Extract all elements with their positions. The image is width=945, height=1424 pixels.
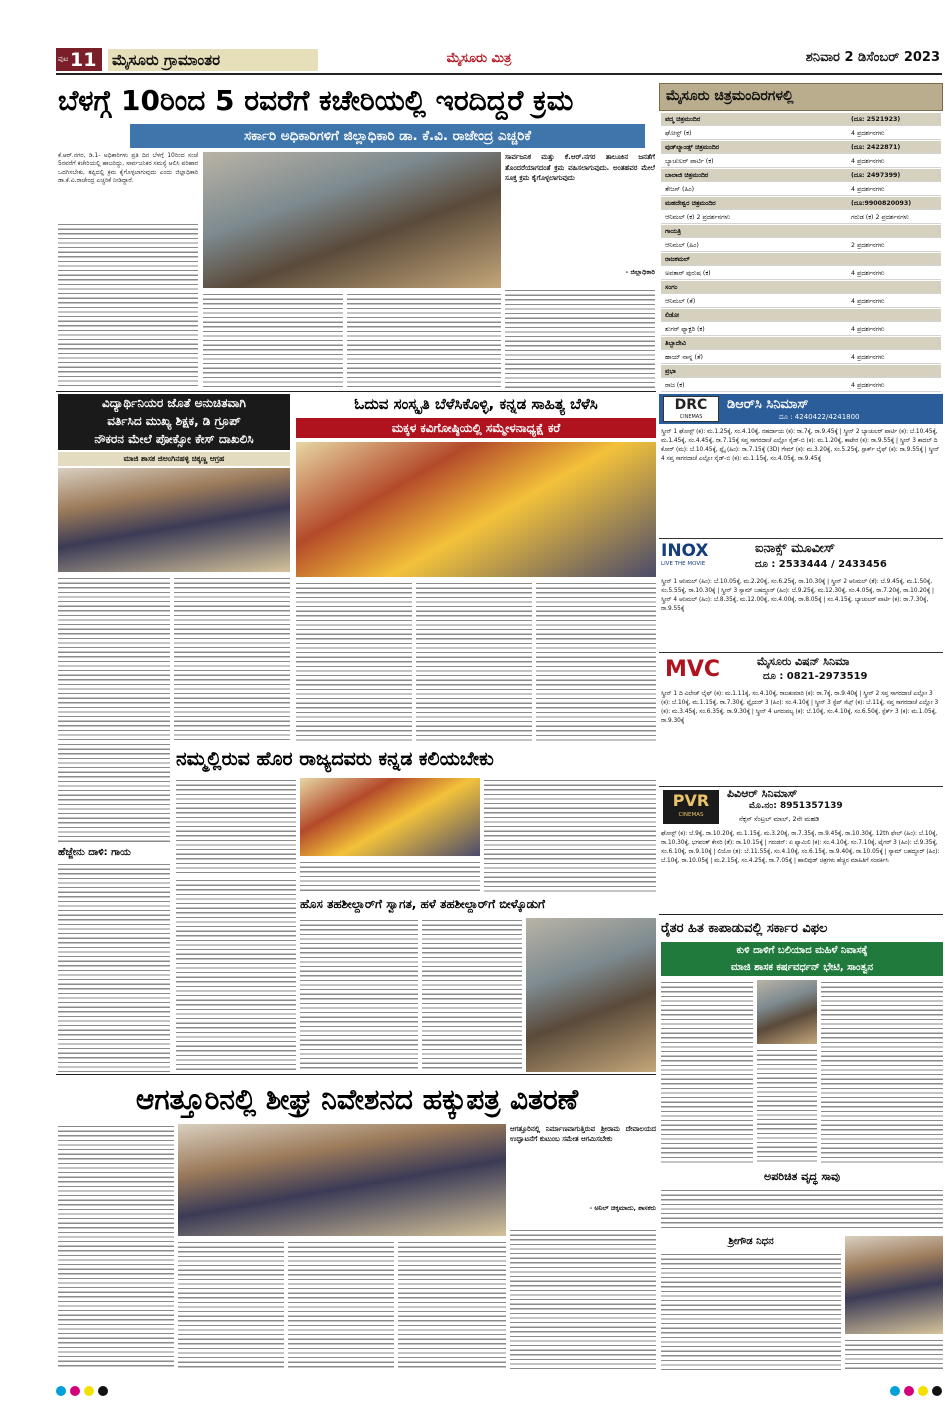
inox-title: ಐನಾಕ್ಸ್ ಮೂವೀಸ್ xyxy=(755,541,835,556)
cinema-row-detail: (ದೂ: 2521923) xyxy=(851,116,901,123)
cinema-row-label: ಮಹದೇಶ್ವರ ಚಿತ್ರಮಂದಿರ xyxy=(665,200,716,207)
print-mark-magenta xyxy=(70,1386,80,1396)
cinema-row-label: ಲಿಡೋ xyxy=(665,312,680,319)
cinema-row-detail: 4 ಪ್ರದರ್ಶನಗಳು xyxy=(851,382,885,389)
cinema-theatre-row xyxy=(661,337,941,350)
cinema-row-label: ಶುಗರ್ ಫ್ಯಾಕ್ಟರಿ (ಕ) xyxy=(665,326,705,333)
story2-col1-body xyxy=(58,576,170,740)
print-mark-magenta-right xyxy=(904,1386,914,1396)
cinema-theatre-row xyxy=(661,169,941,182)
story7-quote: ಆಗತ್ತೂರಿನಲ್ಲಿ ನಿರ್ಮಾಣವಾಗುತ್ತಿರುವ ಶ್ರೀರಾಮ ದೇವಾಲಯದ ಉದ್ಘಾಟನೆಗೆ ಕುಟುಂಬ ಸಮೇತ ಆಗಮಿಸಬೇಕು xyxy=(510,1125,656,1143)
story8-subhead-box xyxy=(661,942,943,976)
pvr-listing: ಘೋಸ್ಟ್ (ಕ): ಬೆ.9ಕ್ಕೆ, ರಾ.10.20ಕ್ಕೆ, ಮ.1.15ಕ್ಕೆ, ಮ.3.20ಕ್ಕೆ, ರಾ.7.35ಕ್ಕೆ, ರಾ.9.45ಕ್ಕೆ, ರಾ.10.30ಕ್ಕೆ, 12th ಫೇಲ್ (ಹಿಂ): ಬೆ.10ಕ್ಕೆ, ರಾ.10.30ಕ್ಕೆ, ಭಗವಂತ್ ಕೇಸರಿ (ತೆ): ರಾ.10.15ಕ್ಕೆ | ಗರುಡನ್: ಏ ಫ್ಯಾಮಿಲಿ (ಕ): ಸಂ.4.10ಕ್ಕೆ, ಸಂ.7.10ಕ್ಕೆ, ಟೈಗರ್ 3 (ಹಿಂ): ಬೆ.9.35ಕ್ಕೆ, ಸಂ.6.10ಕ್ಕೆ, ರಾ.9.10ಕ್ಕೆ | ಲಿಯೋ (ತ): ಬೆ.11.55ಕ್ಕೆ, ಸಂ.4.10ಕ್ಕೆ, ಸಂ.6.15ಕ್ಕೆ, ರಾ.9.40ಕ್ಕೆ, ರಾ.10.05ಕ್ಕೆ | ಸ್ಯಾಮ್ ಬಹದ್ದೂರ್ (ಹಿಂ): ಬೆ.10ಕ್ಕೆ, ರಾ.10.05ಕ್ಕೆ | ಮ.2.15ಕ್ಕೆ, ಸಂ.4.25ಕ್ಕೆ, ರಾ.7.05ಕ್ಕೆ | ಹಾಲಿವುಡ್ ಚಿತ್ರಗಳು ಹೆಚ್ಚಿನ ಮಾಹಿತಿಗೆ ಸಂಪರ್ಕಿಸಿ xyxy=(661,831,940,864)
story9-headline: ಅಪರಿಚಿತ ವೃದ್ಧ ಸಾವು xyxy=(763,1170,841,1183)
story4-col2-body xyxy=(300,860,480,892)
cinema-row-label: ಬ್ಯಾಚುಲರ್ ಪಾರ್ಟಿ (ಕ) xyxy=(665,158,714,165)
story3-subhead: ಮಕ್ಕಳ ಕವಿಗೋಷ್ಠಿಯಲ್ಲಿ ಸಮ್ಮೇಳನಾಧ್ಯಕ್ಷೆ ಕರೆ xyxy=(296,418,656,438)
header-rule xyxy=(56,73,942,75)
story4-headline: ನಮ್ಮಲ್ಲಿರುವ ಹೊರ ರಾಜ್ಯದವರು ಕನ್ನಡ ಕಲಿಯಬೇಕು xyxy=(176,748,494,770)
cinema-row-label: ಸಂಗಂ xyxy=(665,284,678,291)
cinema-row-label: ಬಾಲಾಜಿ ಚಿತ್ರಮಂದಿರ xyxy=(665,172,709,179)
cinema-row-detail: 4 ಪ್ರದರ್ಶನಗಳು xyxy=(851,326,885,333)
print-mark-cyan-right xyxy=(890,1386,900,1396)
cinema-row-detail: (ದೂ: 2497399) xyxy=(851,172,901,179)
cinema-row-detail: 2 ಪ್ರದರ್ಶನಗಳು xyxy=(851,242,885,249)
cinema-row-label: ತೇಜಸ್ (ಹಿಂ) xyxy=(665,186,695,193)
print-mark-cyan xyxy=(56,1386,66,1396)
drc-header xyxy=(659,394,943,424)
page-number: 11 xyxy=(70,49,97,71)
story6-headline: ಹೊಸ ತಹಶೀಲ್ದಾರ್‌ಗೆ ಸ್ವಾಗತ, ಹಳೆ ತಹಶೀಲ್ದಾರ್‌ಗೆ ಬೀಳ್ಕೊಡುಗೆ xyxy=(300,897,545,911)
cinema-row-detail: (ದೂ: 2422871) xyxy=(851,144,901,151)
pvr-phone: ಮೊ.ನಂ: 8951357139 xyxy=(749,801,843,811)
story2-kicker: ಮಾಜಿ ಶಾಸಕ ಜಿಅಂಗಿನಹಳ್ಳಿ ಚಿಕ್ಕಣ್ಣ ಆಗ್ರಹ xyxy=(58,452,290,466)
story2-col2-body xyxy=(174,576,290,740)
story2-continued-body xyxy=(58,742,170,842)
story4-photo xyxy=(300,778,480,856)
cinema-row-label: ಪ್ರಭಾ xyxy=(665,368,676,375)
cinema-film-row xyxy=(661,127,941,140)
story1-photo xyxy=(203,152,501,288)
inox-logo-text: INOX xyxy=(661,541,709,561)
story1-quote-box xyxy=(505,152,655,285)
inox-phone: ದೂ : 2533444 / 2433456 xyxy=(755,559,887,570)
story8-subhead-2: ಮಾಜಿ ಶಾಸಕ ಕರ್ಷವರ್ಧನ್ ಭೇಟಿ, ಸಾಂತ್ವನ xyxy=(730,962,874,973)
cinema-film-row xyxy=(661,351,941,364)
cinema-row-detail: 4 ಪ್ರದರ್ಶನಗಳು xyxy=(851,158,885,165)
pvr-title: ಪಿವಿಆರ್ ಸಿನಿಮಾಸ್ xyxy=(727,787,798,800)
story7-col5-body xyxy=(510,1228,656,1370)
drc-logo-sub: CINEMAS xyxy=(679,414,703,420)
story10-photo xyxy=(845,1236,943,1334)
story8-col1-body xyxy=(661,980,753,1164)
page-number-box xyxy=(56,48,102,71)
cinema-row-label: ಆನಿಮಲ್ (ತೆ) xyxy=(665,298,696,305)
story1-col4-body xyxy=(505,288,655,388)
story7-quote-box xyxy=(510,1124,656,1224)
story1-col2-body xyxy=(203,292,343,388)
drc-phone: ದೂ : 4240422/4241800 xyxy=(779,413,860,421)
cinema-row-detail: ಗರುಡ (ಕ) 2 ಪ್ರದರ್ಶನಗಳು xyxy=(851,214,909,221)
cinema-theatre-row xyxy=(661,141,941,154)
cinema-row-label: ಆನಿಮಲ್ (ಹಿಂ) xyxy=(665,242,699,249)
cinema-film-row xyxy=(661,155,941,168)
cinema-row-detail: 4 ಪ್ರದರ್ಶನಗಳು xyxy=(851,298,885,305)
inox-listing: ಸ್ಕ್ರೀನ್ 1 ಆನಿಮಲ್ (ಹಿಂ): ಬೆ.10.05ಕ್ಕೆ, ಮ.2.20ಕ್ಕೆ, ಸಂ.6.25ಕ್ಕೆ, ರಾ.10.30ಕ್ಕೆ | ಸ್ಕ್ರೀನ್ 2 ಆನಿಮಲ್ (ತೆ): ಬೆ.9.45ಕ್ಕೆ, ಮ.1.50ಕ್ಕೆ, ಸಂ.5.55ಕ್ಕೆ, ರಾ.10.30ಕ್ಕೆ | ಸ್ಕ್ರೀನ್ 3 ಸ್ಯಾಮ್ ಬಹದ್ದೂರ್ (ಹಿಂ): ಬೆ.9.25ಕ್ಕೆ, ಮ.12.30ಕ್ಕೆ, ಸಂ.4.05ಕ್ಕೆ, ರಾ.7.20ಕ್ಕೆ, ರಾ.10.20ಕ್ಕೆ | ಸ್ಕ್ರೀನ್ 4 ಆನಿಮಲ್ (ಹಿಂ): ಬೆ.8.35ಕ್ಕೆ, ಮ.12.00ಕ್ಕೆ, ಸಂ.4.00ಕ್ಕೆ, ರಾ.8.05ಕ್ಕೆ | ಸಂ.4.15ಕ್ಕೆ, ಬ್ಯಾಚುಲರ್ ಪಾರ್ಟಿ (ಕ): ರಾ.7.30ಕ್ಕೆ, ರಾ.9.55ಕ್ಕೆ xyxy=(661,579,934,612)
drc-logo xyxy=(663,396,719,422)
cinema-film-row xyxy=(661,295,941,308)
cinema-guide-title xyxy=(659,83,943,111)
print-mark-black-right xyxy=(932,1386,942,1396)
story2-headline-box xyxy=(58,394,290,450)
pvr-address: ನೆಕ್ಸಸ್ ಸೆಂಟ್ರಲ್ ಮಾಲ್, 2ನೇ ಮಹಡಿ xyxy=(739,815,820,823)
cinema-theatre-row xyxy=(661,197,941,210)
story1-subhead: ಸರ್ಕಾರಿ ಅಧಿಕಾರಿಗಳಿಗೆ ಜಿಲ್ಲಾಧಿಕಾರಿ ಡಾ. ಕೆ.ವಿ. ರಾಜೇಂದ್ರ ಎಚ್ಚರಿಕೆ xyxy=(130,124,645,148)
story10-body-2 xyxy=(845,1338,943,1370)
story5-headline: ಹೆಜ್ಜೇನು ದಾಳಿ: ಗಾಯ xyxy=(58,847,131,858)
story6-col1-body xyxy=(300,918,418,1072)
cinema-film-row xyxy=(661,211,941,224)
cinema-film-row xyxy=(661,379,941,392)
cinema-theatre-row xyxy=(661,225,941,238)
cinema-row-label: ಗಾಯತ್ರಿ xyxy=(665,228,681,235)
story6-col2-body xyxy=(422,918,522,1072)
story7-col1-body xyxy=(58,1124,174,1370)
cinema-guide-title-text: ಮೈಸೂರು ಚಿತ್ರಮಂದಿರಗಳಲ್ಲಿ xyxy=(666,88,794,104)
story2-headline-3: ನೌಕರನ ಮೇಲೆ ಪೋಕ್ಸೋ ಕೇಸ್ ದಾಖಲಿಸಿ xyxy=(94,432,254,446)
story7-col2-body xyxy=(178,1240,284,1370)
cinema-row-label: ವುಡ್‌ಲ್ಯಾಂಡ್ಸ್ ಚಿತ್ರಮಂದಿರ xyxy=(665,144,720,151)
cinema-theatre-row xyxy=(661,365,941,378)
story5-body xyxy=(58,862,170,1072)
cinema-theatre-row xyxy=(661,253,941,266)
story4-col3-body xyxy=(484,778,656,892)
story1-headline: ಬೆಳಗ್ಗೆ 10ರಿಂದ 5 ರವರೆಗೆ ಕಚೇರಿಯಲ್ಲಿ ಇರದಿದ್ದರೆ ಕ್ರಮ xyxy=(58,84,574,117)
cinema-row-label: ರಾಜಕಮಲ್ xyxy=(665,256,690,263)
cinema-row-detail: 4 ಪ್ರದರ್ಶನಗಳು xyxy=(851,354,885,361)
cinema-row-label: ಅವತಾರ್ ಪುರುಷ (ಕ) xyxy=(665,270,711,277)
story1-lead: ಕೆ.ಆರ್.ನಗರ, ಡಿ.1- ಅಧಿಕಾರಿಗಳು ಪ್ರತಿ ದಿನ ಬೆಳಗ್ಗೆ 10ರಿಂದ ಸಂಜೆ 5ರವರೆಗೆ ಕಚೇರಿಯಲ್ಲಿ ಹಾಜರಿದ್ದು, ಸಾರ್ವಜನಿಕರ ಸಮಸ್ಯೆ ಆಲಿಸಿ ಪರಿಹಾರ ಒದಗಿಸಬೇಕು, ತಪ್ಪಿದಲ್ಲಿ ಕ್ರಮ ಕೈಗೊಳ್ಳಲಾಗುವುದು ಎಂದು ಜಿಲ್ಲಾಧಿಕಾರಿ ಡಾ.ಕೆ.ವಿ.ರಾಜೇಂದ್ರ ಎಚ್ಚರಿಕೆ ನೀಡಿದ್ದಾರೆ. xyxy=(58,152,198,185)
inox-logo-sub: LIVE THE MOVIE xyxy=(661,561,706,567)
story10-headline: ಶ್ರೀಗೌಡ ನಿಧನ xyxy=(728,1236,774,1247)
story9-body xyxy=(661,1188,943,1230)
drc-logo-text: DRC xyxy=(674,397,708,413)
cinema-row-label: ಹಾಯ್ ನಾನ್ನ (ತೆ) xyxy=(665,354,703,361)
drc-listing: ಸ್ಕ್ರೀನ್ 1 ಘೋಸ್ಟ್ (ಕ): ಮ.1.25ಕ್ಕೆ, ಸಂ.4.10ಕ್ಕೆ, ನಹರ್ದಾಯ (ಕ): ರಾ.7ಕ್ಕೆ, ರಾ.9.45ಕ್ಕೆ | ಸ್ಕ್ರೀನ್ 2 ಬ್ಯಾಚುಲರ್ ಪಾರ್ಟಿ (ಕ): ಬೆ.10.45ಕ್ಕೆ, ಮ.1.45ಕ್ಕೆ, ಸಂ.4.45ಕ್ಕೆ, ರಾ.7.15ಕ್ಕೆ ಸಪ್ತ ಸಾಗರದಾಚೆ ಎಲ್ಲೋ ಸೈಡ್-ಬಿ (ಕ): ಮ.1.20ಕ್ಕೆ, ಕಾಟೇರ (ಕ): ರಾ.9.55ಕ್ಕೆ | ಸ್ಕ್ರೀನ್ 3 ಕಾದಲ್ ದಿ ಕೋರ್ (ಮ): ಬೆ.10.45ಕ್ಕೆ, ಫ್ಲೈ (ಹಿಂ): ರಾ.7.15ಕ್ಕೆ (3D) ಗೇಮ್ (ಕ): ಮ.3.20ಕ್ಕೆ, ಸಂ.5.25ಕ್ಕೆ, ಸ್ಪಾರ್ಕ್ ಲೈಫ್ (ಕ): ರಾ.9.55ಕ್ಕೆ | ಸ್ಕ್ರೀನ್ 4 ಸಪ್ತ ಸಾಗರದಾಚೆ ಎಲ್ಲೋ ಸೈಡ್-ಬಿ (ಕ): ಮ.1.15ಕ್ಕೆ, ಸಂ.4.05ಕ್ಕೆ, ರಾ.9.45ಕ್ಕೆ xyxy=(661,429,940,462)
story1-col1-body xyxy=(58,222,198,388)
print-mark-yellow-right xyxy=(918,1386,928,1396)
mvc-phone: ದೂ : 0821-2973519 xyxy=(763,671,868,682)
cinema-row-label: ಪದ್ಮ ಚಿತ್ರಮಂದಿರ xyxy=(665,116,701,123)
story6-photo xyxy=(526,918,656,1072)
story3-col3-body xyxy=(536,581,656,741)
story4-col1b-body xyxy=(176,878,296,1072)
cinema-film-row xyxy=(661,323,941,336)
print-mark-black xyxy=(98,1386,108,1396)
story1-col3-body xyxy=(347,292,501,388)
story8-subhead-1: ಕುಳಿ ದಾಳಿಗೆ ಬಲಿಯಾದ ಮಹಿಳೆ ನಿವಾಸಕ್ಕೆ xyxy=(736,945,868,956)
story3-col2-body xyxy=(416,581,532,741)
cinema-row-detail: (ದೂ:9900820093) xyxy=(851,200,912,207)
page-date: ಶನಿವಾರ 2 ಡಿಸೆಂಬರ್ 2023 xyxy=(805,50,940,65)
story7-photo xyxy=(178,1124,506,1236)
inox-logo xyxy=(661,541,739,573)
cinema-row-label: ತಿಬ್ಬಾದೇವಿ xyxy=(665,340,686,347)
pvr-logo-sub: CINEMAS xyxy=(678,812,704,818)
rule-3 xyxy=(659,914,943,915)
pvr-logo-text: PVR xyxy=(672,791,710,810)
story1-quote: ಸಾರ್ವಜನಿಕ ಮತ್ತು ಕೆ.ಆರ್.ನಗರ ತಾಲೂಕಿನ ಜನತೆಗೆ ತೊಂದರೆಯಾಗದಂತೆ ಕ್ರಮ ವಹಿಸಲಾಗುವುದು. ಅಂತಹವರ ಮೇಲೆ ಸೂಕ್ತ ಕ್ರಮ ಕೈಗೊಳ್ಳಲಾಗುವುದು xyxy=(505,153,655,182)
cinema-row-detail: 4 ಪ್ರದರ್ಶನಗಳು xyxy=(851,186,885,193)
cinema-film-row xyxy=(661,183,941,196)
story7-quote-by: - ಅನಿಲ್ ಚಿಕ್ಕಮಾದು, ಶಾಸಕರು xyxy=(589,1204,656,1212)
mvc-title: ಮೈಸೂರು ವಿಷನ್ ಸಿನಿಮಾ xyxy=(757,655,850,668)
cinema-theatre-row xyxy=(661,113,941,126)
story3-col1-body xyxy=(296,581,412,741)
print-registration-bar xyxy=(56,1386,942,1396)
rule-2 xyxy=(56,1074,656,1075)
mvc-logo: MVC xyxy=(665,657,721,682)
mvc-header xyxy=(659,652,943,686)
cinema-theatre-row xyxy=(661,309,941,322)
story3-photo xyxy=(296,442,656,577)
pvr-logo xyxy=(663,790,719,824)
story2-headline-1: ವಿದ್ಯಾರ್ಥಿನಿಯರ ಜೊತೆ ಅನುಚಿತವಾಗಿ xyxy=(102,396,246,410)
story1-quote-by: - ಜಿಲ್ಲಾಧಿಕಾರಿ xyxy=(625,268,655,276)
story7-col4-body xyxy=(398,1240,506,1370)
section-title: ಮೈಸೂರು ಗ್ರಾಮಾಂತರ xyxy=(108,49,318,71)
print-mark-yellow xyxy=(84,1386,94,1396)
cinema-row-detail: 4 ಪ್ರದರ್ಶನಗಳು xyxy=(851,270,885,277)
cinema-row-detail: 4 ಪ್ರದರ್ಶನಗಳು xyxy=(851,130,885,137)
inox-header xyxy=(659,538,943,574)
story7-headline: ಆಗತ್ತೂರಿನಲ್ಲಿ ಶೀಘ್ರ ನಿವೇಶನದ ಹಕ್ಕುಪತ್ರ ವಿತರಣೆ xyxy=(135,1083,579,1116)
story8-photo xyxy=(757,980,817,1044)
cinema-theatre-row xyxy=(661,281,941,294)
mvc-listing: ಸ್ಕ್ರೀನ್ 1 ದಿ ವಿಲೇಜ್ ಲೈಫ್ (ಕ): ಮ.1.11ಕ್ಕೆ, ಸಂ.4.10ಕ್ಕೆ, ರಾಜಕುಮಾರಿ (ಕ): ರಾ.7ಕ್ಕೆ, ರಾ.9.40ಕ್ಕೆ | ಸ್ಕ್ರೀನ್ 2 ಸಪ್ತ ಸಾಗರದಾಚೆ ಎಲ್ಲೋ 3 (ಕ): ಬೆ.10ಕ್ಕೆ, ಮ.1.15ಕ್ಕೆ, ರಾ.7.30ಕ್ಕೆ, ಪ್ಲೈಯರ್ 3 (ಹಿಂ): ಸಂ.4.10ಕ್ಕೆ | ಸ್ಕ್ರೀನ್ 3 ಸ್ಟೆಪ್ ಸೆಟ್ಸ್ (ಕ): ಬೆ.11ಕ್ಕೆ, ಸಪ್ತ ಸಾಗರದಾಚೆ ಎಲ್ಲೋ 3 (ಕ): ಮ.3.45ಕ್ಕೆ, ಸಂ.6.35ಕ್ಕೆ, ರಾ.9.30ಕ್ಕೆ | ಸ್ಕ್ರೀನ್ 4 ಟಗರುಪಲ್ಯ (ಕ): ಬೆ.10ಕ್ಕೆ, ಸಂ.4.10ಕ್ಕೆ, ಸಂ.6.50ಕ್ಕೆ, ಸ್ಟೆರ್ಕ್ 3 (ಕ): ಮ.1.05ಕ್ಕೆ, ರಾ.9.30ಕ್ಕೆ xyxy=(661,691,939,724)
story2-headline-2: ವರ್ತಿಸಿದ ಮುಖ್ಯ ಶಿಕ್ಷಕ, ಡಿ ಗ್ರೂಪ್ xyxy=(107,414,241,428)
masthead: ಮೈಸೂರು ಮಿತ್ರ xyxy=(446,51,512,66)
pvr-header xyxy=(659,786,943,826)
story8-col1b-body xyxy=(757,1048,817,1164)
story4-col1-body xyxy=(176,778,296,876)
story8-col2-body xyxy=(821,980,943,1164)
cinema-film-row xyxy=(661,267,941,280)
story3-headline: ಓದುವ ಸಂಸ್ಕೃತಿ ಬೆಳೆಸಿಕೊಳ್ಳಿ, ಕನ್ನಡ ಸಾಹಿತ್ಯ ಬೆಳೆಸಿ xyxy=(354,395,598,413)
story8-headline: ರೈತರ ಹಿತ ಕಾಪಾಡುವಲ್ಲಿ ಸರ್ಕಾರ ವಿಫಲ xyxy=(661,921,828,936)
drc-title: ಡಿಆರ್‌ಸಿ ಸಿನಿಮಾಸ್ xyxy=(727,397,809,412)
cinema-film-row xyxy=(661,239,941,252)
story2-photo xyxy=(58,468,290,572)
cinema-row-label: ರಾಜ (ಕ) xyxy=(665,382,685,389)
cinema-row-label: ಘೋಸ್ಟ್ (ಕ) xyxy=(665,130,692,137)
page-label: ಪುಟ xyxy=(58,55,69,63)
cinema-row-label: ಆನಿಮಲ್ (ಕ) 2 ಪ್ರದರ್ಶನಗಳು xyxy=(665,214,730,221)
story7-col3-body xyxy=(288,1240,394,1370)
page-header xyxy=(56,48,942,72)
story10-body xyxy=(661,1252,841,1370)
